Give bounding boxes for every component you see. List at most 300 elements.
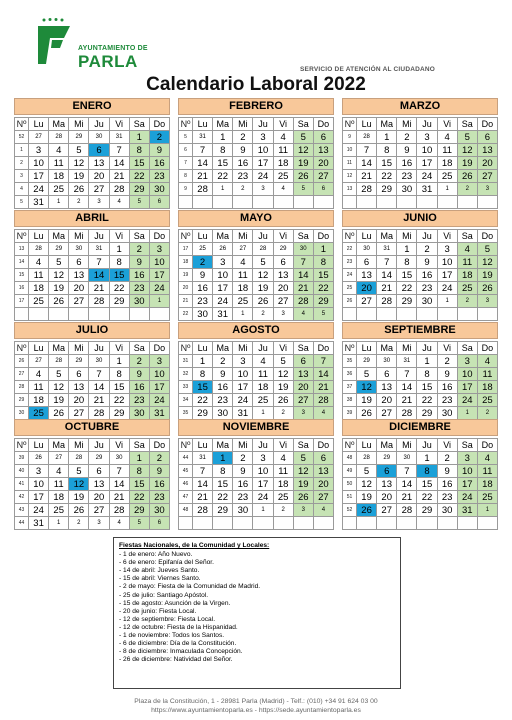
weekday-label: Mi	[397, 118, 417, 131]
day-cell: 9	[417, 256, 437, 269]
day-cell: 30	[89, 131, 109, 144]
month-header: AGOSTO	[178, 322, 334, 339]
day-cell: 8	[397, 256, 417, 269]
weekday-label: Ju	[89, 342, 109, 355]
day-cell: 14	[313, 368, 333, 381]
day-cell: 15	[109, 381, 129, 394]
day-cell: 8	[213, 465, 233, 478]
day-cell: 10	[149, 256, 169, 269]
day-cell: 30	[437, 407, 457, 420]
weekday-label: Ju	[417, 439, 437, 452]
month-table	[14, 117, 170, 209]
day-cell: 11	[437, 144, 457, 157]
day-cell: 3	[89, 196, 109, 209]
day-cell: 20	[313, 478, 333, 491]
day-cell: 24	[29, 504, 49, 517]
day-cell: 23	[233, 170, 253, 183]
day-cell: 26	[293, 170, 313, 183]
week-number-header: Nº	[179, 439, 193, 452]
day-cell: 16	[437, 381, 457, 394]
day-cell: 5	[49, 256, 69, 269]
day-cell: 25	[253, 394, 273, 407]
weekday-label: Sa	[457, 230, 477, 243]
day-cell	[357, 308, 377, 321]
day-cell: 23	[437, 394, 457, 407]
week-number: 52	[15, 131, 29, 144]
day-cell: 6	[69, 256, 89, 269]
week-row	[15, 308, 170, 321]
day-cell	[477, 517, 497, 530]
month-marzo	[342, 98, 498, 209]
weekday-label: Ju	[417, 342, 437, 355]
weekday-label: Sa	[457, 439, 477, 452]
day-cell: 21	[109, 170, 129, 183]
day-cell: 12	[293, 144, 313, 157]
weekday-label: Do	[313, 439, 333, 452]
week-row	[15, 196, 170, 209]
day-cell: 2	[193, 256, 213, 269]
week-row	[343, 295, 498, 308]
weekday-label: Sa	[129, 439, 149, 452]
day-cell: 9	[437, 368, 457, 381]
day-cell: 17	[29, 170, 49, 183]
month-header: JULIO	[14, 322, 170, 339]
holiday-item: - 6 de diciembre: Día de la Constitución.	[119, 640, 237, 648]
day-cell: 1	[457, 407, 477, 420]
week-number: 6	[179, 144, 193, 157]
day-cell: 27	[477, 170, 497, 183]
day-cell: 30	[129, 407, 149, 420]
week-row	[15, 256, 170, 269]
day-cell: 17	[437, 269, 457, 282]
day-cell: 27	[49, 452, 69, 465]
day-cell: 14	[293, 269, 313, 282]
weekday-label: Do	[477, 118, 497, 131]
day-cell: 7	[109, 144, 129, 157]
day-cell: 10	[457, 368, 477, 381]
day-cell: 25	[273, 491, 293, 504]
day-cell: 4	[477, 452, 497, 465]
day-cell	[233, 196, 253, 209]
day-cell: 15	[417, 478, 437, 491]
day-cell: 28	[89, 407, 109, 420]
day-cell: 15	[129, 478, 149, 491]
day-cell	[273, 196, 293, 209]
week-number: 42	[15, 491, 29, 504]
day-cell: 6	[377, 368, 397, 381]
weekday-label: Ma	[213, 439, 233, 452]
weekday-label: Mi	[233, 230, 253, 243]
day-cell: 23	[149, 491, 169, 504]
day-cell: 17	[29, 491, 49, 504]
week-row	[179, 256, 334, 269]
day-cell: 1	[233, 308, 253, 321]
day-cell: 23	[233, 491, 253, 504]
day-cell: 14	[109, 157, 129, 170]
day-cell: 21	[377, 282, 397, 295]
week-row	[15, 407, 170, 420]
day-cell: 3	[477, 295, 497, 308]
day-cell: 19	[69, 170, 89, 183]
day-cell: 29	[357, 355, 377, 368]
month-enero	[14, 98, 170, 209]
week-row	[15, 170, 170, 183]
weekday-label: Lu	[29, 439, 49, 452]
weekday-label: Mi	[397, 342, 417, 355]
day-cell: 5	[357, 368, 377, 381]
weekday-row	[15, 118, 170, 131]
week-row	[179, 394, 334, 407]
day-cell: 13	[69, 269, 89, 282]
week-number-header: Nº	[15, 230, 29, 243]
week-number: 49	[343, 465, 357, 478]
day-cell: 26	[49, 407, 69, 420]
day-cell: 13	[377, 381, 397, 394]
day-cell: 27	[377, 407, 397, 420]
month-noviembre	[178, 419, 334, 530]
weekday-label: Ju	[89, 230, 109, 243]
day-cell: 22	[313, 282, 333, 295]
week-number: 32	[179, 368, 193, 381]
day-cell: 12	[49, 381, 69, 394]
week-number: 1	[15, 144, 29, 157]
day-cell: 24	[149, 394, 169, 407]
day-cell: 2	[69, 517, 89, 530]
day-cell: 3	[233, 355, 253, 368]
week-number: 26	[15, 355, 29, 368]
weekday-label: Sa	[457, 342, 477, 355]
day-cell: 18	[437, 157, 457, 170]
day-cell: 11	[457, 256, 477, 269]
day-cell: 2	[273, 407, 293, 420]
month-table	[178, 229, 334, 321]
day-cell: 1	[149, 295, 169, 308]
day-cell: 1	[129, 131, 149, 144]
weekday-row	[179, 230, 334, 243]
day-cell: 4	[233, 256, 253, 269]
week-number-header: Nº	[179, 342, 193, 355]
weekday-label: Ma	[213, 342, 233, 355]
day-cell: 1	[417, 452, 437, 465]
day-cell	[213, 517, 233, 530]
day-cell: 19	[69, 491, 89, 504]
day-cell: 16	[437, 478, 457, 491]
weekday-row	[15, 342, 170, 355]
day-cell: 31	[29, 517, 49, 530]
day-cell: 20	[69, 394, 89, 407]
day-cell: 2	[417, 243, 437, 256]
day-cell: 25	[273, 170, 293, 183]
weekday-label: Sa	[129, 230, 149, 243]
week-number: 50	[343, 478, 357, 491]
month-table	[178, 117, 334, 209]
weekday-label: Vi	[109, 230, 129, 243]
day-cell: 16	[397, 157, 417, 170]
day-cell: 26	[477, 282, 497, 295]
week-row	[343, 491, 498, 504]
weekday-label: Mi	[233, 439, 253, 452]
week-row	[179, 491, 334, 504]
day-cell: 17	[457, 478, 477, 491]
day-cell: 6	[293, 355, 313, 368]
month-julio	[14, 322, 170, 433]
weekday-label: Ju	[417, 118, 437, 131]
day-cell: 16	[233, 478, 253, 491]
week-number: 18	[179, 256, 193, 269]
day-cell: 6	[313, 183, 333, 196]
day-cell: 5	[69, 144, 89, 157]
day-cell: 7	[109, 465, 129, 478]
day-cell: 3	[29, 144, 49, 157]
day-cell: 30	[89, 355, 109, 368]
day-cell: 21	[89, 394, 109, 407]
weekday-label: Do	[313, 118, 333, 131]
day-cell: 15	[377, 157, 397, 170]
week-number-header: Nº	[343, 439, 357, 452]
week-number: 24	[343, 269, 357, 282]
week-number	[343, 308, 357, 321]
weekday-label: Ma	[49, 439, 69, 452]
day-cell: 23	[417, 282, 437, 295]
day-cell: 20	[377, 394, 397, 407]
day-cell: 9	[233, 144, 253, 157]
day-cell: 25	[49, 504, 69, 517]
week-number: 11	[343, 157, 357, 170]
day-cell: 2	[477, 407, 497, 420]
day-cell: 14	[193, 478, 213, 491]
week-number: 2	[15, 157, 29, 170]
week-number: 29	[15, 394, 29, 407]
day-cell: 3	[149, 243, 169, 256]
month-junio	[342, 210, 498, 321]
day-cell: 28	[293, 295, 313, 308]
week-number: 13	[343, 183, 357, 196]
weekday-row	[179, 342, 334, 355]
day-cell: 11	[29, 269, 49, 282]
day-cell: 21	[193, 491, 213, 504]
day-cell: 23	[213, 394, 233, 407]
week-row	[15, 478, 170, 491]
weekday-label: Mi	[233, 118, 253, 131]
day-cell: 26	[357, 504, 377, 517]
week-row	[343, 256, 498, 269]
weekday-label: Vi	[273, 230, 293, 243]
day-cell: 5	[293, 183, 313, 196]
day-cell: 9	[397, 144, 417, 157]
day-cell: 2	[213, 355, 233, 368]
weekday-label: Ju	[253, 230, 273, 243]
day-cell: 21	[313, 381, 333, 394]
day-cell: 31	[89, 243, 109, 256]
day-cell: 2	[273, 504, 293, 517]
week-number: 26	[343, 295, 357, 308]
day-cell	[49, 308, 69, 321]
day-cell	[397, 196, 417, 209]
day-cell: 27	[69, 295, 89, 308]
week-number: 21	[179, 295, 193, 308]
day-cell: 6	[477, 131, 497, 144]
week-number: 8	[179, 170, 193, 183]
day-cell: 29	[213, 504, 233, 517]
day-cell: 28	[313, 394, 333, 407]
weekday-label: Mi	[397, 230, 417, 243]
logo-text-small: AYUNTAMIENTO DE	[78, 45, 148, 52]
month-header: SEPTIEMBRE	[342, 322, 498, 339]
weekday-label: Mi	[397, 439, 417, 452]
day-cell: 1	[213, 131, 233, 144]
week-row	[179, 517, 334, 530]
week-number: 4	[15, 183, 29, 196]
day-cell: 19	[457, 157, 477, 170]
weekday-row	[15, 439, 170, 452]
day-cell: 9	[213, 368, 233, 381]
day-cell: 10	[437, 256, 457, 269]
day-cell: 29	[109, 295, 129, 308]
day-cell: 9	[233, 465, 253, 478]
day-cell: 23	[129, 394, 149, 407]
month-table	[14, 229, 170, 321]
day-cell: 28	[193, 504, 213, 517]
day-cell: 14	[89, 269, 109, 282]
day-cell: 30	[233, 504, 253, 517]
day-cell: 16	[149, 478, 169, 491]
day-cell: 2	[233, 452, 253, 465]
day-cell: 25	[477, 394, 497, 407]
week-row	[343, 394, 498, 407]
day-cell: 24	[29, 183, 49, 196]
weekday-label: Lu	[193, 118, 213, 131]
day-cell: 1	[49, 517, 69, 530]
day-cell: 11	[477, 465, 497, 478]
day-cell: 26	[49, 295, 69, 308]
day-cell: 24	[233, 394, 253, 407]
weekday-label: Do	[149, 342, 169, 355]
day-cell: 30	[417, 295, 437, 308]
day-cell: 18	[233, 282, 253, 295]
week-row	[179, 131, 334, 144]
holiday-item: - 15 de abril: Viernes Santo.	[119, 575, 201, 583]
day-cell: 7	[377, 256, 397, 269]
week-row	[15, 504, 170, 517]
day-cell: 20	[377, 491, 397, 504]
day-cell: 5	[293, 131, 313, 144]
week-row	[15, 269, 170, 282]
day-cell: 2	[129, 355, 149, 368]
day-cell: 1	[49, 196, 69, 209]
month-header: FEBRERO	[178, 98, 334, 115]
day-cell: 1	[109, 243, 129, 256]
day-cell: 18	[29, 394, 49, 407]
day-cell: 30	[437, 504, 457, 517]
day-cell: 25	[29, 295, 49, 308]
day-cell: 30	[377, 355, 397, 368]
week-number: 44	[179, 452, 193, 465]
weekday-label: Vi	[109, 439, 129, 452]
week-number-header: Nº	[15, 342, 29, 355]
day-cell: 10	[29, 478, 49, 491]
day-cell: 6	[313, 452, 333, 465]
day-cell: 29	[313, 295, 333, 308]
day-cell: 7	[89, 256, 109, 269]
day-cell	[457, 517, 477, 530]
week-number: 10	[343, 144, 357, 157]
weekday-label: Ma	[213, 118, 233, 131]
day-cell: 1	[213, 183, 233, 196]
day-cell: 28	[109, 183, 129, 196]
day-cell: 7	[193, 465, 213, 478]
day-cell: 4	[109, 196, 129, 209]
day-cell: 22	[129, 170, 149, 183]
day-cell: 18	[457, 269, 477, 282]
month-header: ENERO	[14, 98, 170, 115]
day-cell	[477, 196, 497, 209]
week-number-header: Nº	[179, 230, 193, 243]
day-cell: 15	[109, 269, 129, 282]
day-cell: 5	[49, 368, 69, 381]
week-number: 31	[179, 355, 193, 368]
week-number: 3	[15, 170, 29, 183]
day-cell: 17	[457, 381, 477, 394]
weekday-label: Sa	[293, 342, 313, 355]
day-cell: 3	[253, 131, 273, 144]
holiday-item: - 14 de abril: Jueves Santo.	[119, 567, 200, 575]
week-number: 36	[343, 368, 357, 381]
day-cell: 24	[149, 282, 169, 295]
weekday-label: Mi	[69, 439, 89, 452]
weekday-label: Ma	[213, 230, 233, 243]
day-cell: 30	[69, 243, 89, 256]
day-cell: 12	[477, 256, 497, 269]
day-cell: 9	[149, 144, 169, 157]
day-cell: 3	[273, 308, 293, 321]
day-cell: 5	[273, 355, 293, 368]
holiday-item: - 12 de octubre: Fiesta de la Hispanidad.	[119, 623, 238, 631]
day-cell: 7	[89, 368, 109, 381]
weekday-row	[343, 230, 498, 243]
weekday-label: Sa	[293, 230, 313, 243]
day-cell: 20	[273, 282, 293, 295]
week-number: 14	[15, 256, 29, 269]
weekday-label: Ju	[253, 118, 273, 131]
day-cell: 30	[193, 308, 213, 321]
day-cell: 1	[437, 295, 457, 308]
ayuntamiento-logo	[36, 12, 166, 70]
week-number: 45	[179, 465, 193, 478]
day-cell: 5	[313, 308, 333, 321]
day-cell: 11	[253, 368, 273, 381]
logo-text-big: PARLA	[78, 52, 138, 71]
week-row	[343, 170, 498, 183]
day-cell: 30	[149, 183, 169, 196]
day-cell: 6	[273, 256, 293, 269]
day-cell: 8	[129, 144, 149, 157]
day-cell: 16	[149, 157, 169, 170]
week-number	[343, 196, 357, 209]
week-row	[343, 282, 498, 295]
day-cell: 1	[437, 183, 457, 196]
day-cell	[273, 517, 293, 530]
day-cell: 22	[213, 491, 233, 504]
weekday-label: Lu	[357, 342, 377, 355]
day-cell	[253, 517, 273, 530]
day-cell: 2	[253, 308, 273, 321]
week-row	[343, 504, 498, 517]
day-cell: 31	[109, 131, 129, 144]
weekday-label: Sa	[129, 342, 149, 355]
day-cell: 14	[109, 478, 129, 491]
month-mayo	[178, 210, 334, 321]
day-cell	[69, 308, 89, 321]
